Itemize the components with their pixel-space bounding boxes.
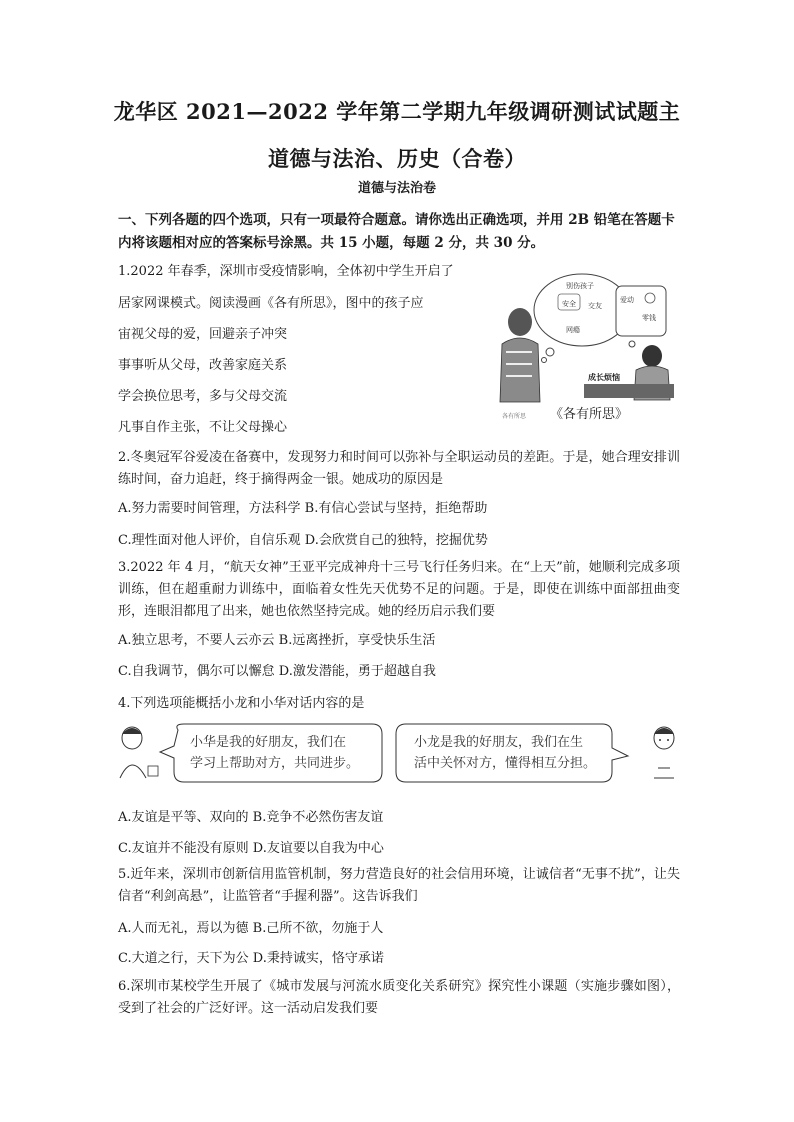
q5-options-cd: C.大道之行，天下为公 D.秉持诚实，恪守承诺 — [118, 951, 384, 966]
bubble-left-line2: 学习上帮助对方，共同进步。 — [190, 756, 360, 771]
q4-options-cd: C.友谊并不能没有原则 D.友谊要以自我为中心 — [118, 841, 384, 856]
bubble-left-line1: 小华是我的好朋友，我们在 — [190, 735, 347, 750]
q6-stem: 6.深圳市某校学生开展了《城市发展与河流水质变化关系研究》探究性小课题（实施步骤如图），受到了社会的广泛好评。这一活动启发我们要 — [118, 979, 680, 1016]
q2-options-ab: A.努力需要时间管理，方法科学 B.有信心尝试与坚持，拒绝帮助 — [118, 501, 488, 516]
q1-option-c: 学会换位思考，多与父母交流 — [118, 389, 288, 404]
comic-caption: 《各有所思》 — [550, 407, 629, 422]
q2-stem: 2.冬奥冠军谷爱凌在备赛中，发现努力和时间可以弥补与全职运动员的差距。于是，她合理安排训练时间，奋力追赶，终于摘得两金一银。她成功的原因是 — [118, 450, 680, 487]
comic-label-1: 别伤孩子 — [566, 282, 594, 290]
comic-illustration — [492, 272, 682, 422]
comic-label-7: 成长烦恼 — [588, 373, 620, 382]
q1-stem-2: 居家网课模式。阅读漫画《各有所思》，图中的孩子应 — [118, 296, 424, 311]
comic-label-6: 零钱 — [642, 314, 656, 322]
q4-options-ab: A.友谊是平等、双向的 B.竞争不必然伤害友谊 — [118, 810, 384, 825]
q5-stem: 5.近年来，深圳市创新信用监管机制，努力营造良好的社会信用环境，让诚信者“无事不扰”，让失信者“利剑高悬”，让监管者“手握利器”。这告诉我们 — [118, 867, 680, 904]
section-heading: 一、下列各题的四个选项，只有一项最符合题意。请你选出正确选项，并用 2B 铅笔在答题卡内将该题相对应的答案标号涂黑。共 15 小题，每题 2 分，共 30 分。 — [118, 212, 675, 251]
q4-stem: 4.下列选项能概括小龙和小华对话内容的是 — [118, 696, 365, 711]
comic-label-4: 网瘾 — [566, 326, 580, 334]
q1-stem: 1.2022 年春季，深圳市受疫情影响，全体初中学生开启了 — [118, 264, 454, 279]
q1-option-d: 凡事自作主张，不让父母操心 — [118, 420, 288, 435]
comic-label-3: 交友 — [588, 302, 602, 310]
q1-option-b: 事事听从父母，改善家庭关系 — [118, 358, 288, 373]
dialog-illustration — [118, 722, 688, 786]
exam-title-line2: 道德与法治、历史（合卷） — [268, 146, 526, 171]
comic-label-5: 爱动 — [620, 296, 634, 304]
comic-label-8: 各有所思 — [502, 413, 527, 420]
bubble-right-line2: 活中关怀对方，懂得相互分担。 — [414, 756, 597, 771]
q3-options-ab: A.独立思考，不要人云亦云 B.远离挫折，享受快乐生活 — [118, 633, 436, 648]
exam-subtitle: 道德与法治卷 — [357, 181, 436, 196]
comic-label-2: 安全 — [562, 300, 576, 308]
q3-stem: 3.2022 年 4 月，“航天女神”王亚平完成神舟十三号飞行任务归来。在“上天”前，她顺利完成多项训练，但在超重耐力训练中，面临着女性先天优势不足的问题。于是，即使在训练中面部扭曲变形，连眼泪都甩了出来，她也依然坚持完成。她的经历启示我们要 — [118, 560, 680, 619]
q2-options-cd: C.理性面对他人评价，自信乐观 D.会欣赏自己的独特，挖掘优势 — [118, 533, 488, 548]
q1-option-a: 宙视父母的爱，回避亲子冲突 — [118, 327, 288, 342]
q5-options-ab: A.人而无礼，焉以为德 B.己所不欲，勿施于人 — [118, 921, 384, 936]
bubble-right-line1: 小龙是我的好朋友，我们在生 — [414, 735, 584, 750]
q3-options-cd: C.自我调节，偶尔可以懈怠 D.激发潜能，勇于超越自我 — [118, 664, 436, 679]
exam-title-line1: 龙华区 2021—2022 学年第二学期九年级调研测试试题主 — [113, 99, 681, 124]
